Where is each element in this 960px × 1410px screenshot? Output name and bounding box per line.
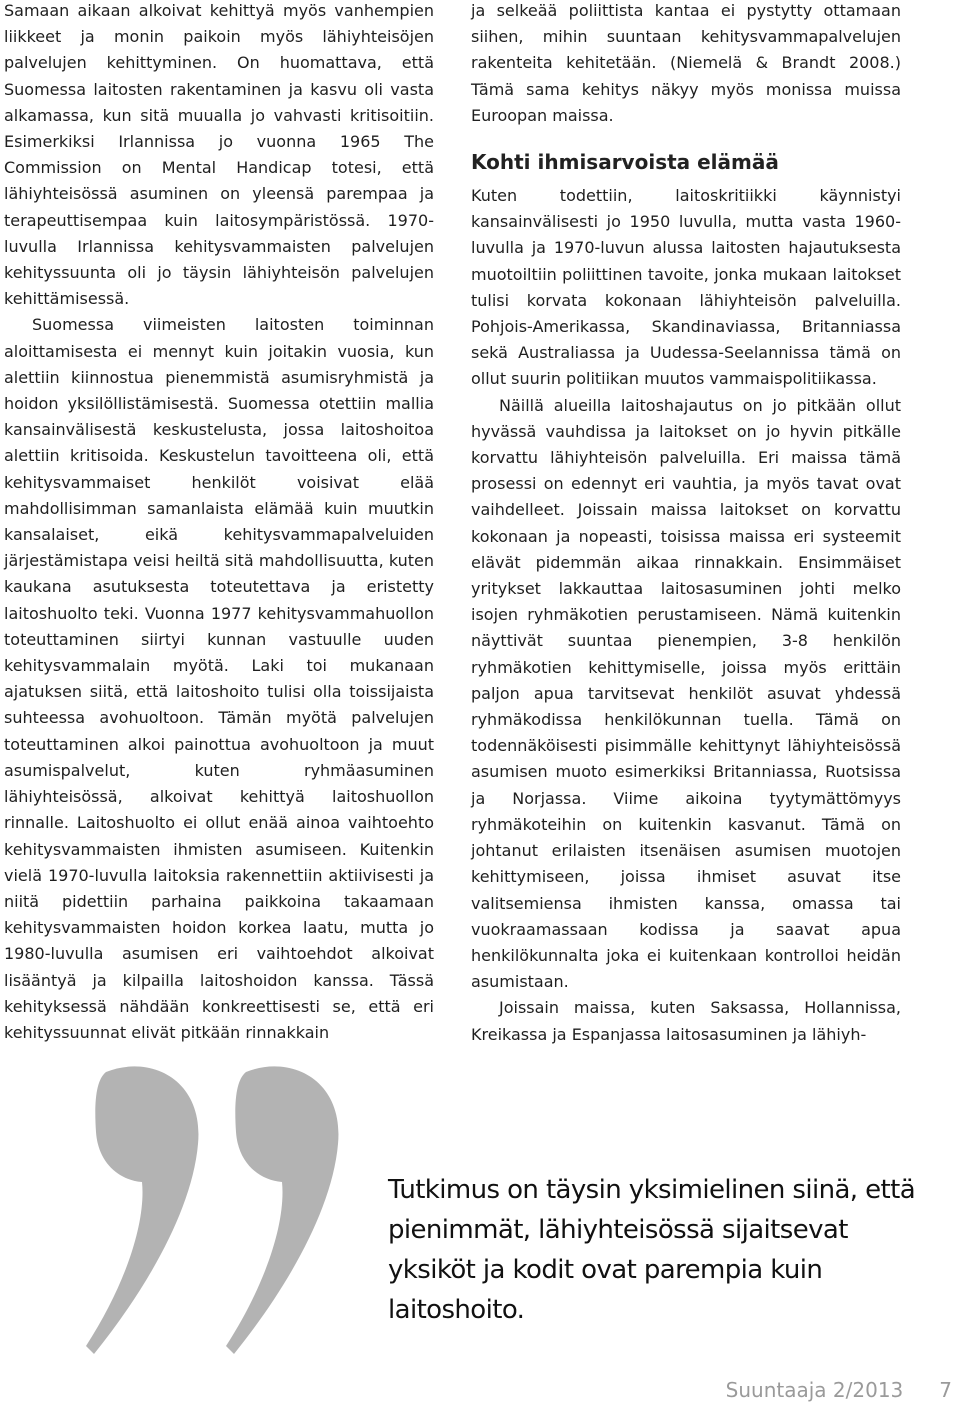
- publication-name: Suuntaaja 2/2013: [725, 1378, 904, 1402]
- quotation-mark-icon: [86, 1062, 356, 1362]
- right-paragraph-3: Joissain maissa, kuten Saksassa, Hollannissa, Kreikassa ja Espanjassa laitosasuminen ja lähiyh-: [471, 998, 901, 1044]
- pull-quote: Tutkimus on täysin yksimielinen siinä, että pienimmät, lähiyhteisössä sijaitsevat yksiköt ja kodit ovat parempia kuin laitoshoito.: [388, 1175, 916, 1325]
- right-paragraph-2: Näillä alueilla laitoshajautus on jo pitkään ollut hyvässä vauhdissa ja laitokset on jo hyvin pitkälle korvattu lähiyhteisön palveluilla. Eri maissa tämä prosessi on edennyt eri vauhtia, ja myös tavat ovat vaihdelleet. Joissain maissa laitokset on korvattu kokonaan ja nopeasti, toisissa maissa eri systeemit elävät pidemmän aikaa rinnakkain. Ensimmäiset yritykset lakkauttaa laitosasuminen johti melko isojen ryhmäkotien perustamiseen. Nämä kuitenkin näyttivät suuntaa pienempien, 3-8 henkilön ryhmäkotien kehittymiselle, joissa myös erittäin paljon apua tarvitsevat henkilöt asuvat yhdessä ryhmäkodissa henkilökunnan tuella. Tämä on todennäköisesti pisimmälle kehittynyt lähiyhteisössä asumisen muoto esimerkiksi Britanniassa, Ruotsissa ja Norjassa. Viime aikoina tyytymättömyys ryhmäkoteihin on kuitenkin kasvanut. Tämä on johtanut erilaisten itsenäisen asumisen muotojen kehittymiseen, joissa ihmiset asuvat itse valitsemiensa ihmisten kanssa, omassa tai vuokraamassaan kodissa ja saavat apua henkilökunnalta joka ei kuitenkaan kontrolloi heidän asumistaan.: [471, 395, 901, 992]
- left-paragraph-2: Suomessa viimeisten laitosten toiminnan aloittamisesta ei mennyt kuin joitakin vuosia, kun alettiin kiinnostua pienemmistä asumisryhmistä ja hoidon yksilöllistämisestä. Suomessa otettiin mallia kansainvälisestä keskustelusta, jossa laitoshoitoa alettiin kritisoida. Keskustelun tavoitteena oli, että kehitysvammaiset henkilöt voisivat elää mahdollisimman samanlaista elämää kuin muutkin kansalaiset, eikä kehitysvammapalveluiden järjestämistapa veisi heiltä sitä mahdollisuutta, kuten kaukana asutuksesta toteutettava ja eristetty laitoshuolto teki. Vuonna 1977 kehitysvammahuollon toteuttaminen siirtyi kunnan vastuulle uuden kehitysvammalain myötä. Laki toi mukanaan ajatuksen siitä, että laitoshoito tulisi olla toissijaista suhteessa avohuoltoon. Tämän myötä palvelujen toteuttaminen alkoi painottua avohuoltoon ja muut asumispalvelut, kuten ryhmäasuminen lähiyhteisössä, alkoivat kehittyä laitoshuollon rinnalle. Laitoshuolto ei ollut enää ainoa vaihtoehto kehitysvammaisten ihmisten asumiseen. Kuitenkin vielä 1970-luvulla laitoksia rakennettiin aktiivisesti ja niitä pidettiin parhaina paikkoina takaamaan kehitysvammaisten hoidon korkea laatu, mutta jo 1980-luvulla asumisen eri vaihtoehdot alkoivat lisääntyä ja kilpailla laitoshoidon kanssa. Tässä kehityksessä nähdään konkreettisesti se, että eri kehityssuunnat elivät pitkään rinnakkain: [4, 315, 434, 1042]
- right-column: [471, 0, 901, 1048]
- page-number: 7: [939, 1378, 952, 1402]
- left-column: [4, 0, 434, 1046]
- section-heading: Kohti ihmisarvoista elämää: [471, 150, 779, 175]
- right-paragraph-1: Kuten todettiin, laitoskritiikki käynnistyi kansainvälisesti jo 1950 luvulla, mutta vasta 1960-luvulla ja 1970-luvun alussa laitosten hajautuksesta muotoiltiin poliittinen tavoite, jonka mukaan laitokset tulisi korvata kokonaan lähiyhteisön palveluilla. Pohjois-Amerikassa, Skandinaviassa, Britanniassa sekä Australiassa ja Uudessa-Seelannissa tämä on ollut suurin politiikan muutos vammaispolitiikassa.: [471, 186, 901, 389]
- left-paragraph-1: Samaan aikaan alkoivat kehittyä myös vanhempien liikkeet ja monin paikoin myös lähiyhteisöjen palvelujen kehittyminen. On huomattava, että Suomessa laitosten rakentaminen ja kasvu oli vasta alkamassa, kun sitä muualla jo vahvasti kritisoitiin. Esimerkiksi Irlannissa jo vuonna 1965 The Commission on Mental Handicap totesi, että lähiyhteisössä asuminen on yleensä parempaa ja terapeuttisempaa kuin laitosympäristössä. 1970-luvulla Irlannissa kehitysvammaisten palvelujen kehityssuunta oli jo täysin lähiyhteisön palvelujen kehittämisessä.: [4, 1, 434, 309]
- page-footer: [726, 1378, 952, 1402]
- right-intro-paragraph: ja selkeää poliittista kantaa ei pystytty ottamaan siihen, mihin suuntaan kehitysvammapalvelujen rakenteita kehitetään. (Niemelä & Brandt 2008.) Tämä sama kehitys näkyy myös monissa muissa Euroopan maissa.: [471, 1, 901, 125]
